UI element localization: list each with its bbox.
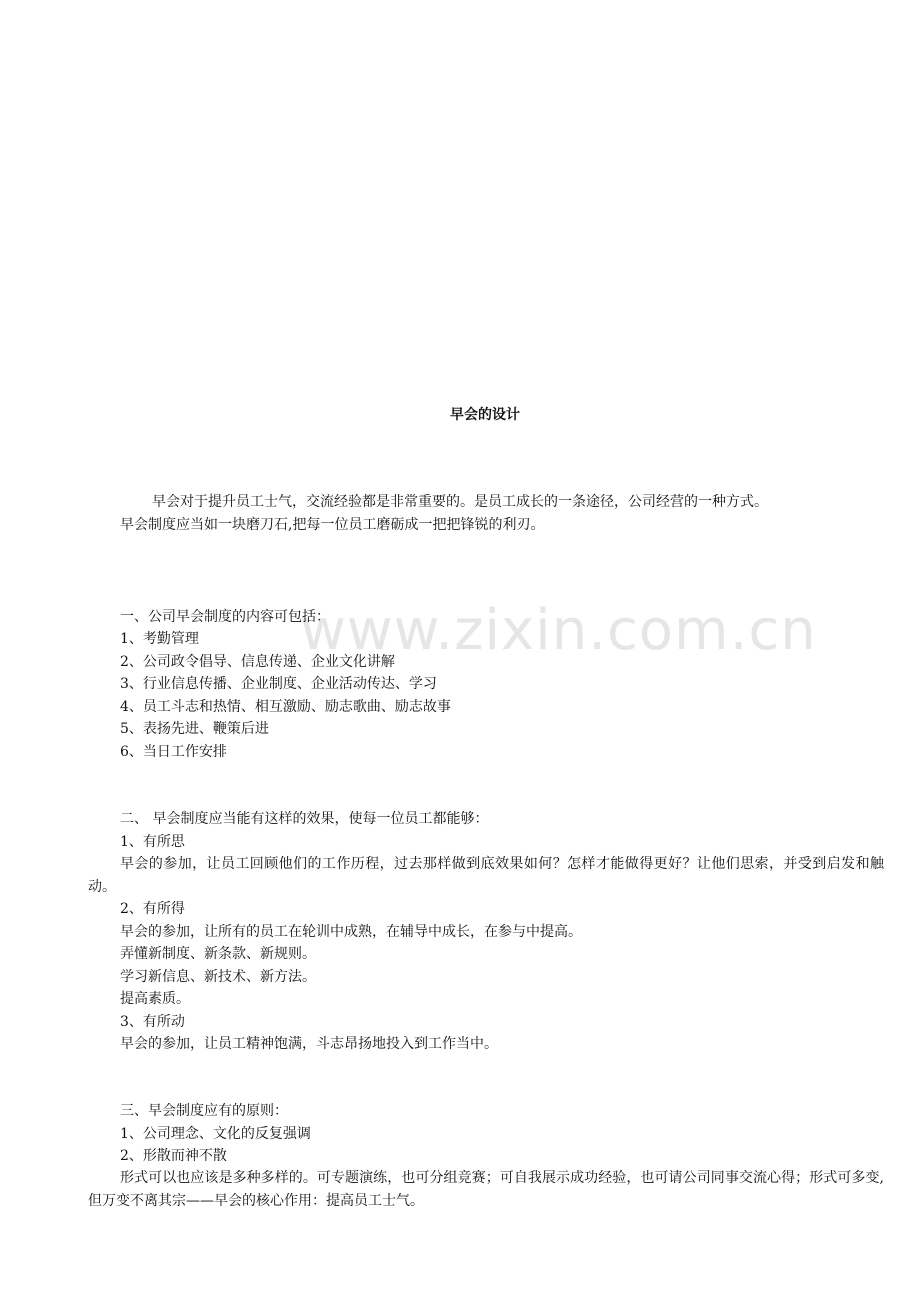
list-item: 6、当日工作安排: [120, 744, 227, 760]
section2-sub2-line: 学习新信息、新技术、新方法。: [120, 969, 316, 985]
list-item: 4、员工斗志和热情、相互激励、励志歌曲、励志故事: [120, 699, 451, 715]
list-item: 5、表扬先进、鞭策后进: [120, 721, 269, 737]
section2-sub2-label: 2、有所得: [120, 901, 185, 917]
section2-sub2-line: 提高素质。: [120, 991, 190, 1007]
section3-text: 形式可以也应该是多种多样的。可专题演练，也可分组竞赛；可自我展示成功经验，也可请公司同事交流心得；形式可多变,但万变不离其宗——早会的核心作用：提高员工士气。: [88, 1170, 884, 1209]
intro-line-2: 早会制度应当如一块磨刀石,把每一位员工磨砺成一把把锋锐的利刃。: [120, 517, 545, 533]
section1-heading: 一、公司早会制度的内容可包括：: [120, 609, 330, 625]
section2-sub3-text: 早会的参加，让员工精神饱满，斗志昂扬地投入到工作当中。: [120, 1036, 498, 1052]
section2-sub2-line: 弄懂新制度、新条款、新规则。: [120, 946, 316, 962]
list-item: 2、公司政令倡导、信息传递、企业文化讲解: [120, 654, 395, 670]
watermark: www.zixin.com.cn: [300, 598, 817, 663]
section2-sub3-label: 3、有所动: [120, 1014, 185, 1030]
section3-heading: 三、早会制度应有的原则：: [120, 1103, 288, 1119]
section3-item-1: 1、公司理念、文化的反复强调: [120, 1126, 311, 1142]
section2-sub2-line: 早会的参加，让所有的员工在轮训中成熟，在辅导中成长，在参与中提高。: [120, 924, 582, 940]
section2-sub1-label: 1、有所思: [120, 834, 185, 850]
section2-sub1-text: 早会的参加，让员工回顾他们的工作历程，过去那样做到底效果如何？怎样才能做得更好？让他们思索，并受到启发和触动。: [88, 856, 884, 895]
document-title: 早会的设计: [450, 407, 520, 423]
section2-heading: 二、 早会制度应当能有这样的效果，使每一位员工都能够：: [120, 811, 489, 827]
section3-item-2: 2、形散而神不散: [120, 1148, 227, 1164]
list-item: 1、考勤管理: [120, 631, 199, 647]
intro-line-1: 早会对于提升员工士气，交流经验都是非常重要的。是员工成长的一条途径，公司经营的一种方式。: [152, 494, 768, 510]
list-item: 3、行业信息传播、企业制度、企业活动传达、学习: [120, 676, 437, 692]
